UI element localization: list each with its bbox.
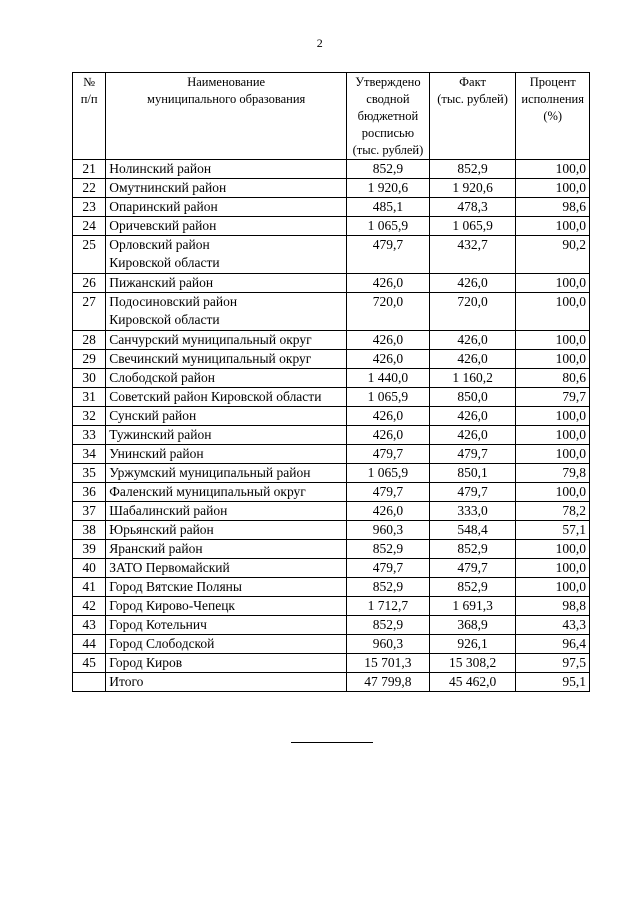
- cell-approved: 479,7: [347, 236, 430, 274]
- cell-number: 31: [73, 388, 106, 407]
- table-row: [73, 502, 590, 521]
- cell-municipality-name: Город Котельнич: [106, 616, 347, 635]
- table-row: [73, 388, 590, 407]
- cell-percent: 43,3: [516, 616, 590, 635]
- cell-number: 35: [73, 464, 106, 483]
- cell-percent: 97,5: [516, 654, 590, 673]
- cell-fact: 852,9: [429, 578, 516, 597]
- cell-number: 28: [73, 331, 106, 350]
- cell-municipality-name: Шабалинский район: [106, 502, 347, 521]
- cell-percent: 90,2: [516, 236, 590, 274]
- table-row: [73, 540, 590, 559]
- cell-percent: 100,0: [516, 483, 590, 502]
- cell-percent: 78,2: [516, 502, 590, 521]
- cell-percent: 100,0: [516, 559, 590, 578]
- cell-number: 24: [73, 217, 106, 236]
- table-row: [73, 293, 590, 331]
- cell-fact: 1 920,6: [429, 179, 516, 198]
- table-row: [73, 445, 590, 464]
- cell-number: 44: [73, 635, 106, 654]
- cell-approved: 426,0: [347, 426, 430, 445]
- cell-percent: 100,0: [516, 407, 590, 426]
- cell-approved: 1 440,0: [347, 369, 430, 388]
- cell-municipality-name: Орловский район Кировской области: [106, 236, 347, 274]
- cell-number: 22: [73, 179, 106, 198]
- cell-fact: 368,9: [429, 616, 516, 635]
- table-row: [73, 160, 590, 179]
- table-row: [73, 350, 590, 369]
- cell-fact: 333,0: [429, 502, 516, 521]
- cell-municipality-name: Город Кирово-Чепецк: [106, 597, 347, 616]
- cell-percent: 95,1: [516, 673, 590, 692]
- cell-municipality-name: Фаленский муниципальный округ: [106, 483, 347, 502]
- cell-municipality-name: Город Слободской: [106, 635, 347, 654]
- cell-municipality-name: Слободской район: [106, 369, 347, 388]
- cell-fact: 852,9: [429, 160, 516, 179]
- table-header-row: [73, 73, 590, 160]
- cell-approved: 852,9: [347, 540, 430, 559]
- cell-percent: 100,0: [516, 445, 590, 464]
- cell-number: 25: [73, 236, 106, 274]
- table-row: [73, 179, 590, 198]
- table-body: [73, 160, 590, 692]
- cell-approved: 852,9: [347, 160, 430, 179]
- cell-fact: 45 462,0: [429, 673, 516, 692]
- cell-approved: 960,3: [347, 635, 430, 654]
- cell-approved: 47 799,8: [347, 673, 430, 692]
- cell-percent: 57,1: [516, 521, 590, 540]
- cell-approved: 1 920,6: [347, 179, 430, 198]
- cell-fact: 426,0: [429, 350, 516, 369]
- cell-number: 32: [73, 407, 106, 426]
- cell-municipality-name: Советский район Кировской области: [106, 388, 347, 407]
- table-row: [73, 407, 590, 426]
- cell-number: 26: [73, 274, 106, 293]
- cell-fact: 426,0: [429, 426, 516, 445]
- cell-percent: 79,8: [516, 464, 590, 483]
- cell-approved: 720,0: [347, 293, 430, 331]
- table-row: [73, 578, 590, 597]
- cell-fact: 852,9: [429, 540, 516, 559]
- cell-number: 39: [73, 540, 106, 559]
- cell-municipality-name: Яранский район: [106, 540, 347, 559]
- cell-fact: 1 160,2: [429, 369, 516, 388]
- cell-number: 40: [73, 559, 106, 578]
- cell-fact: 926,1: [429, 635, 516, 654]
- cell-number: 21: [73, 160, 106, 179]
- cell-municipality-name: Унинский район: [106, 445, 347, 464]
- cell-number: 45: [73, 654, 106, 673]
- cell-fact: 850,0: [429, 388, 516, 407]
- cell-municipality-name: ЗАТО Первомайский: [106, 559, 347, 578]
- table-row: [73, 331, 590, 350]
- cell-number: 30: [73, 369, 106, 388]
- closing-rule: [291, 742, 373, 743]
- cell-fact: 479,7: [429, 445, 516, 464]
- table-row: [73, 236, 590, 274]
- cell-percent: 100,0: [516, 331, 590, 350]
- cell-number: 37: [73, 502, 106, 521]
- cell-approved: 15 701,3: [347, 654, 430, 673]
- table-row: [73, 597, 590, 616]
- cell-approved: 426,0: [347, 350, 430, 369]
- cell-fact: 1 691,3: [429, 597, 516, 616]
- header-percent: Процент исполнения (%): [516, 73, 590, 160]
- header-municipality-name: Наименование муниципального образования: [106, 73, 347, 160]
- cell-municipality-name: Город Киров: [106, 654, 347, 673]
- cell-number: 23: [73, 198, 106, 217]
- table-row: [73, 369, 590, 388]
- cell-number: 34: [73, 445, 106, 464]
- cell-approved: 479,7: [347, 483, 430, 502]
- cell-fact: 15 308,2: [429, 654, 516, 673]
- cell-percent: 100,0: [516, 578, 590, 597]
- cell-approved: 485,1: [347, 198, 430, 217]
- cell-fact: 720,0: [429, 293, 516, 331]
- cell-number: 33: [73, 426, 106, 445]
- cell-percent: 100,0: [516, 426, 590, 445]
- cell-municipality-name: Омутнинский район: [106, 179, 347, 198]
- table-row: [73, 654, 590, 673]
- cell-approved: 426,0: [347, 274, 430, 293]
- cell-approved: 1 065,9: [347, 217, 430, 236]
- table-row: [73, 483, 590, 502]
- cell-percent: 96,4: [516, 635, 590, 654]
- cell-number: 29: [73, 350, 106, 369]
- header-approved: Утверждено сводной бюджетной росписью (тыс. рублей): [347, 73, 430, 160]
- header-number: № п/п: [73, 73, 106, 160]
- cell-fact: 426,0: [429, 331, 516, 350]
- table-row: [73, 521, 590, 540]
- budget-execution-table: [72, 72, 590, 692]
- cell-municipality-name: Пижанский район: [106, 274, 347, 293]
- cell-fact: 432,7: [429, 236, 516, 274]
- cell-approved: 960,3: [347, 521, 430, 540]
- table-row: [73, 464, 590, 483]
- cell-approved: 426,0: [347, 502, 430, 521]
- cell-municipality-name: Итого: [106, 673, 347, 692]
- cell-fact: 479,7: [429, 483, 516, 502]
- cell-municipality-name: Сунский район: [106, 407, 347, 426]
- cell-number: 42: [73, 597, 106, 616]
- table-row: [73, 559, 590, 578]
- cell-approved: 852,9: [347, 578, 430, 597]
- cell-approved: 426,0: [347, 331, 430, 350]
- cell-fact: 1 065,9: [429, 217, 516, 236]
- cell-approved: 852,9: [347, 616, 430, 635]
- cell-municipality-name: Юрьянский район: [106, 521, 347, 540]
- cell-approved: 1 065,9: [347, 388, 430, 407]
- cell-percent: 98,6: [516, 198, 590, 217]
- cell-percent: 79,7: [516, 388, 590, 407]
- cell-municipality-name: Город Вятские Поляны: [106, 578, 347, 597]
- table-row: [73, 426, 590, 445]
- cell-percent: 100,0: [516, 274, 590, 293]
- cell-municipality-name: Оричевский район: [106, 217, 347, 236]
- table-row: [73, 217, 590, 236]
- table-total-row: [73, 673, 590, 692]
- cell-fact: 479,7: [429, 559, 516, 578]
- cell-fact: 426,0: [429, 274, 516, 293]
- cell-municipality-name: Опаринский район: [106, 198, 347, 217]
- cell-percent: 100,0: [516, 217, 590, 236]
- cell-number: 36: [73, 483, 106, 502]
- cell-approved: 1 065,9: [347, 464, 430, 483]
- header-fact: Факт (тыс. рублей): [429, 73, 516, 160]
- cell-municipality-name: Подосиновский район Кировской области: [106, 293, 347, 331]
- cell-percent: 98,8: [516, 597, 590, 616]
- cell-percent: 100,0: [516, 540, 590, 559]
- cell-municipality-name: Тужинский район: [106, 426, 347, 445]
- cell-number: [73, 673, 106, 692]
- cell-fact: 548,4: [429, 521, 516, 540]
- cell-fact: 426,0: [429, 407, 516, 426]
- cell-municipality-name: Нолинский район: [106, 160, 347, 179]
- cell-percent: 100,0: [516, 160, 590, 179]
- cell-fact: 478,3: [429, 198, 516, 217]
- cell-percent: 100,0: [516, 350, 590, 369]
- cell-percent: 100,0: [516, 293, 590, 331]
- table-row: [73, 635, 590, 654]
- cell-municipality-name: Уржумский муниципальный район: [106, 464, 347, 483]
- cell-fact: 850,1: [429, 464, 516, 483]
- cell-approved: 479,7: [347, 559, 430, 578]
- cell-approved: 479,7: [347, 445, 430, 464]
- cell-municipality-name: Санчурский муниципальный округ: [106, 331, 347, 350]
- cell-approved: 1 712,7: [347, 597, 430, 616]
- cell-number: 27: [73, 293, 106, 331]
- cell-number: 43: [73, 616, 106, 635]
- table-row: [73, 274, 590, 293]
- cell-approved: 426,0: [347, 407, 430, 426]
- cell-percent: 80,6: [516, 369, 590, 388]
- cell-percent: 100,0: [516, 179, 590, 198]
- page-number: 2: [316, 36, 324, 50]
- table-row: [73, 616, 590, 635]
- cell-number: 41: [73, 578, 106, 597]
- table-row: [73, 198, 590, 217]
- cell-number: 38: [73, 521, 106, 540]
- cell-municipality-name: Свечинский муниципальный округ: [106, 350, 347, 369]
